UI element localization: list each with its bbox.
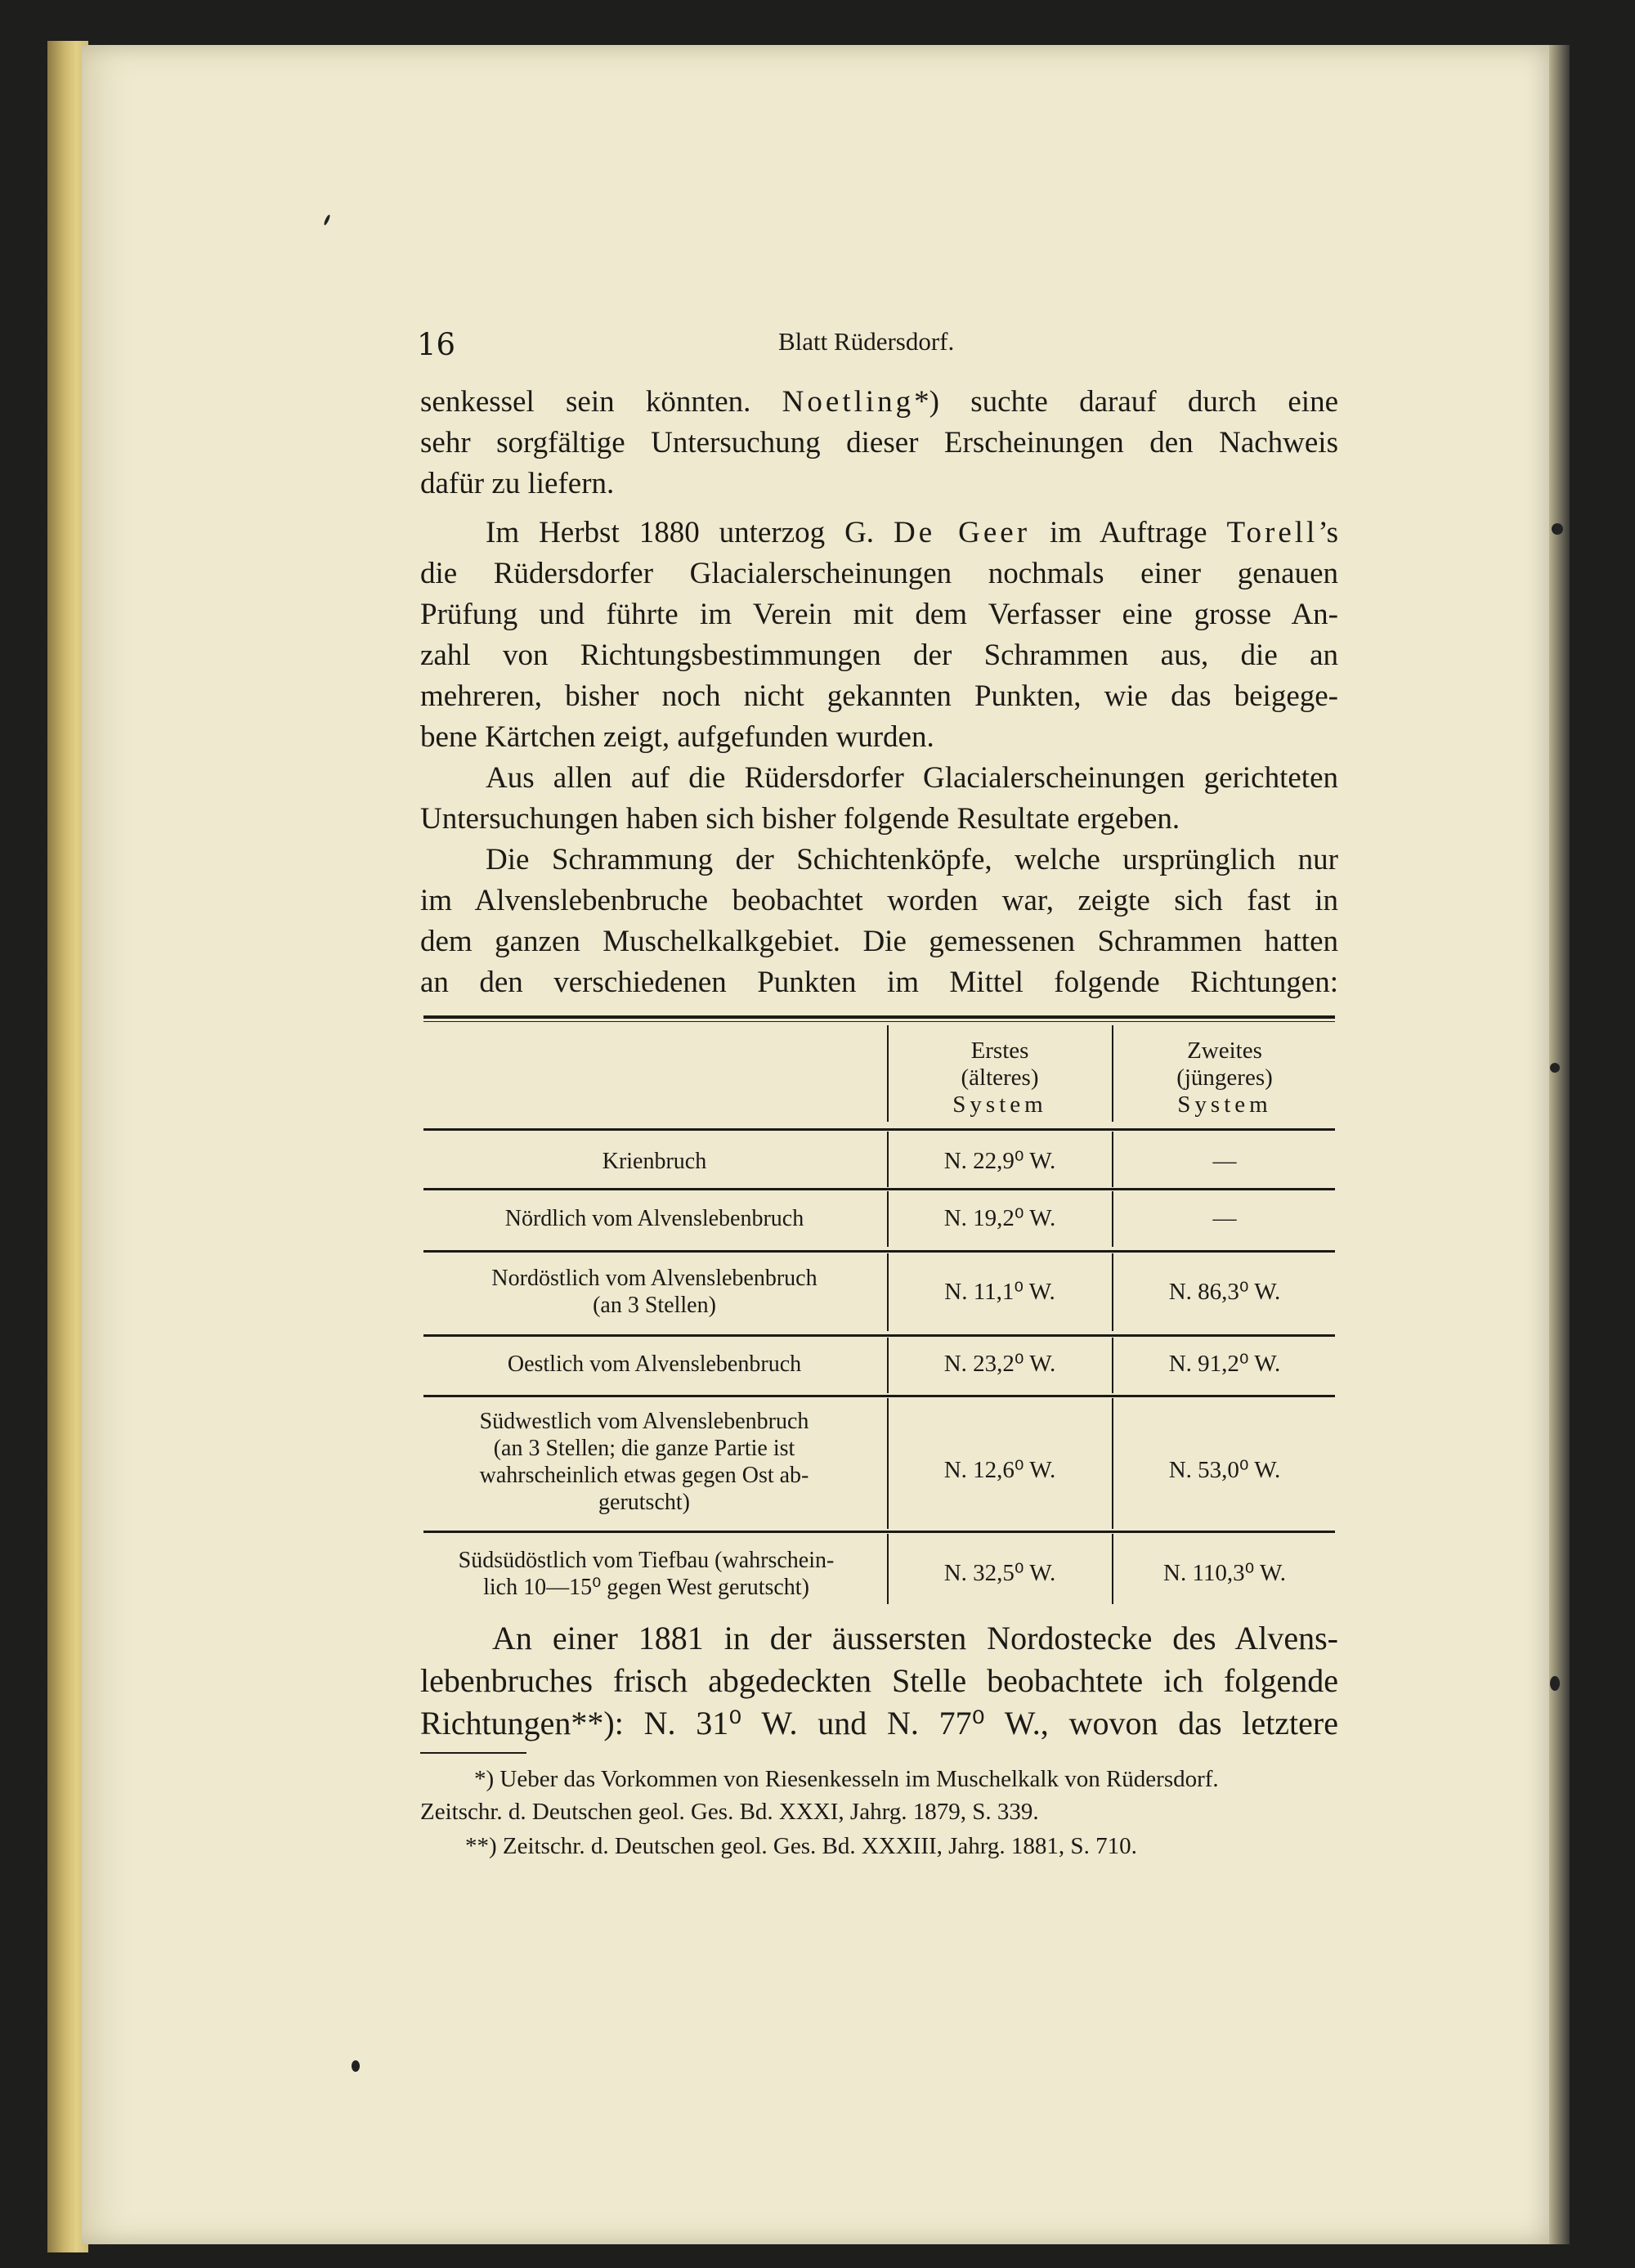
table-cell: N. 19,2⁰ W. xyxy=(943,1205,1056,1231)
text-line: lebenbruches frisch abgedeckten Stelle beobachtete ich folgende xyxy=(420,1662,1338,1699)
table-cell: — xyxy=(1212,1148,1237,1174)
table-cell: N. 32,5⁰ W. xyxy=(943,1560,1056,1586)
text-line: An einer 1881 in der äussersten Nordostecke des Alvens- xyxy=(492,1620,1338,1656)
text-line: die Rüdersdorfer Glacialerscheinungen nochmals einer genauen xyxy=(420,557,1338,590)
text-line: im Alvenslebenbruche beobachtet worden war, zeigte sich fast in xyxy=(420,884,1338,917)
table-cell: N. 86,3⁰ W. xyxy=(1168,1279,1281,1305)
table-row-name: Krienbruch xyxy=(602,1149,707,1174)
paper-speck xyxy=(352,2060,360,2072)
text-line: Im Herbst 1880 unterzog G. De Geer im Auftrage Torell’s xyxy=(486,516,1339,549)
paper-speck xyxy=(1550,1676,1560,1691)
running-head: Blatt Rüdersdorf. xyxy=(778,327,955,356)
text-line: Prüfung und führte im Verein mit dem Verfasser eine grosse An- xyxy=(420,598,1338,631)
table-row-name: Nördlich vom Alvenslebenbruch xyxy=(504,1206,804,1231)
page-number: 16 xyxy=(417,327,456,362)
text-line: Die Schrammung der Schichtenköpfe, welche ursprünglich nur xyxy=(486,843,1338,876)
table-cell: N. 11,1⁰ W. xyxy=(944,1279,1055,1305)
text-line: dafür zu liefern. xyxy=(420,467,615,500)
text-line: Richtungen**): N. 31⁰ W. und N. 77⁰ W., wovon das letztere xyxy=(420,1705,1338,1741)
text-line: an den verschiedenen Punkten im Mittel folgende Richtungen: xyxy=(420,966,1338,999)
table-row-name: Oestlich vom Alvenslebenbruch xyxy=(507,1351,802,1377)
table-cell: — xyxy=(1212,1205,1237,1231)
table-cell: N. 12,6⁰ W. xyxy=(943,1457,1056,1483)
footnote: Zeitschr. d. Deutschen geol. Ges. Bd. XXXI, Jahrg. 1879, S. 339. xyxy=(420,1799,1039,1825)
footnote-rule xyxy=(420,1752,526,1754)
table-row-name: Nordöstlich vom Alvenslebenbruch (an 3 Stellen) xyxy=(491,1266,818,1318)
text-line: mehreren, bisher noch nicht gekannten Punkten, wie das beigege- xyxy=(420,679,1338,713)
footnote: **) Zeitschr. d. Deutschen geol. Ges. Bd. XXXIII, Jahrg. 1881, S. 710. xyxy=(465,1833,1137,1859)
table-cell: N. 22,9⁰ W. xyxy=(943,1148,1056,1174)
text-line: bene Kärtchen zeigt, aufgefunden wurden. xyxy=(420,720,934,754)
table-cell: N. 110,3⁰ W. xyxy=(1163,1560,1286,1586)
table-row-name: Südwestlich vom Alvenslebenbruch (an 3 Stellen; die ganze Partie ist wahrscheinlich etwas gegen Ost ab- gerutscht) xyxy=(479,1409,809,1515)
page-gutter xyxy=(1549,45,1570,2244)
striation-directions-table xyxy=(423,1015,1335,1612)
footnote: *) Ueber das Vorkommen von Riesenkesseln im Muschelkalk von Rüdersdorf. xyxy=(474,1766,1219,1792)
table-row-name: Südsüdöstlich vom Tiefbau (wahrschein- lich 10—15⁰ gegen West gerutscht) xyxy=(458,1548,835,1600)
paper-speck xyxy=(1550,1063,1560,1073)
col-header-first-system: Erstes (älteres) System xyxy=(952,1038,1047,1118)
text-line: Aus allen auf die Rüdersdorfer Glacialerscheinungen gerichteten xyxy=(486,761,1338,795)
text-line: dem ganzen Muschelkalkgebiet. Die gemessenen Schrammen hatten xyxy=(420,925,1338,958)
paper-speck xyxy=(1552,523,1563,535)
table-cell: N. 53,0⁰ W. xyxy=(1168,1457,1281,1483)
text-line: senkessel sein könnten. Noetling*) suchte darauf durch eine xyxy=(420,385,1339,419)
table-cell: N. 23,2⁰ W. xyxy=(943,1351,1056,1377)
text-line: zahl von Richtungsbestimmungen der Schrammen aus, die an xyxy=(420,639,1338,672)
table-top-rule xyxy=(423,1015,1335,1019)
table-cell: N. 91,2⁰ W. xyxy=(1168,1351,1281,1377)
text-line: Untersuchungen haben sich bisher folgende Resultate ergeben. xyxy=(420,802,1180,836)
table-top-rule-thin xyxy=(423,1021,1335,1022)
text-line: sehr sorgfältige Untersuchung dieser Erscheinungen den Nachweis xyxy=(420,426,1338,459)
col-header-second-system: Zweites (jüngeres) System xyxy=(1176,1038,1273,1118)
